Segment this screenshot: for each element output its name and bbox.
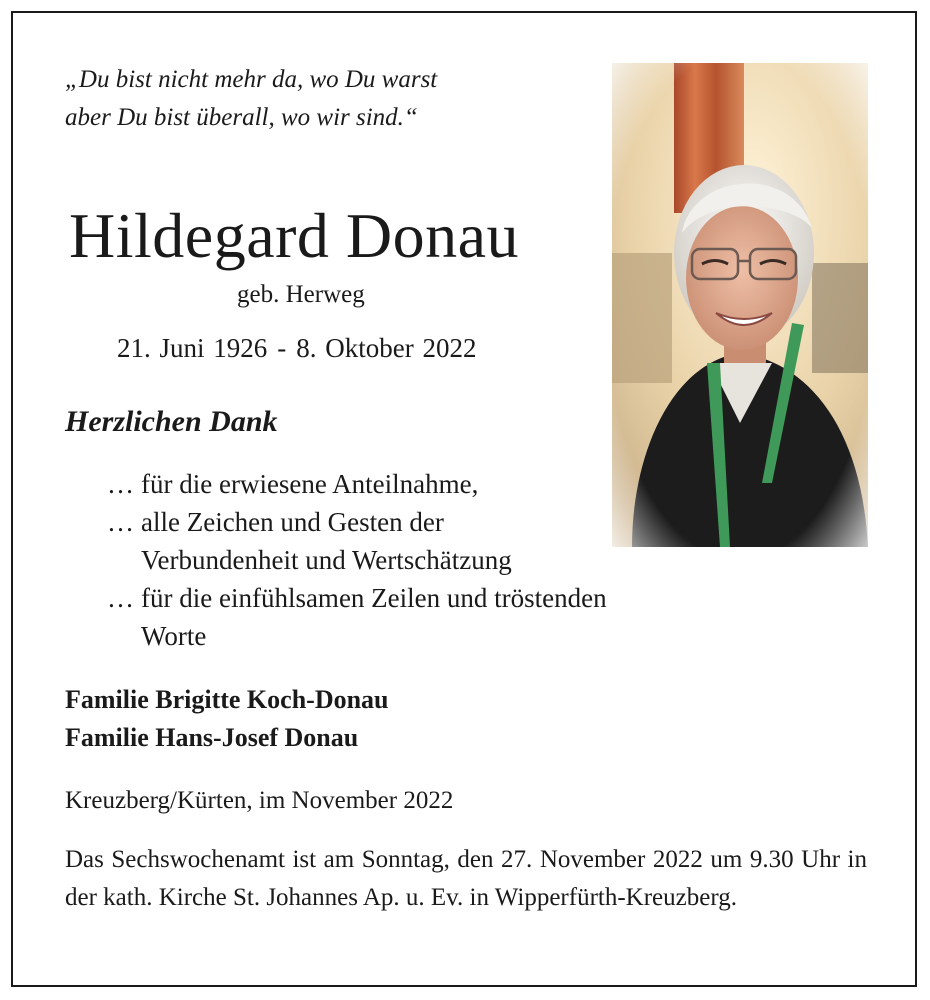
- obituary-frame: [11, 11, 917, 987]
- family-1: Familie Brigitte Koch-Donau: [65, 685, 389, 714]
- memorial-quote: [65, 61, 585, 137]
- ellipsis: …: [107, 507, 134, 537]
- birth-date: 21. Juni 1926: [117, 333, 268, 363]
- family-2: Familie Hans-Josef Donau: [65, 723, 359, 752]
- death-date: 8. Oktober 2022: [296, 333, 477, 363]
- thanks-heading: Herzlichen Dank: [65, 405, 278, 438]
- memorial-service-notice: Das Sechswochenamt ist am Sonntag, den 27. November 2022 um 9.30 Uhr in der kath. Kirche St. Johannes Ap. u. Ev. in Wipperfürth-Kreuzberg.: [65, 846, 867, 911]
- date-separator: -: [277, 333, 287, 363]
- list-item-text: für die einfühlsamen Zeilen und tröstenden Worte: [141, 583, 607, 651]
- quote-line-2: aber Du bist überall, wo wir sind.“: [65, 104, 418, 131]
- list-item-text: für die erwiesene Anteilnahme,: [141, 469, 479, 499]
- deceased-name: Hildegard Donau: [69, 200, 520, 271]
- families-signature: [65, 681, 389, 757]
- maiden-name: geb. Herweg: [237, 281, 365, 308]
- place-date: Kreuzberg/Kürten, im November 2022: [65, 787, 454, 814]
- list-item: [107, 465, 607, 503]
- list-item: [107, 579, 607, 655]
- thanks-list: [107, 465, 607, 655]
- portrait-illustration: [612, 63, 868, 547]
- list-item-text: alle Zeichen und Gesten der Verbundenheit und Wertschätzung: [141, 507, 512, 575]
- ellipsis: …: [107, 469, 134, 499]
- quote-line-1: „Du bist nicht mehr da, wo Du warst: [65, 66, 438, 93]
- life-dates: [117, 333, 477, 364]
- list-item: [107, 503, 607, 579]
- ellipsis: …: [107, 583, 134, 613]
- portrait-photo: [612, 63, 868, 547]
